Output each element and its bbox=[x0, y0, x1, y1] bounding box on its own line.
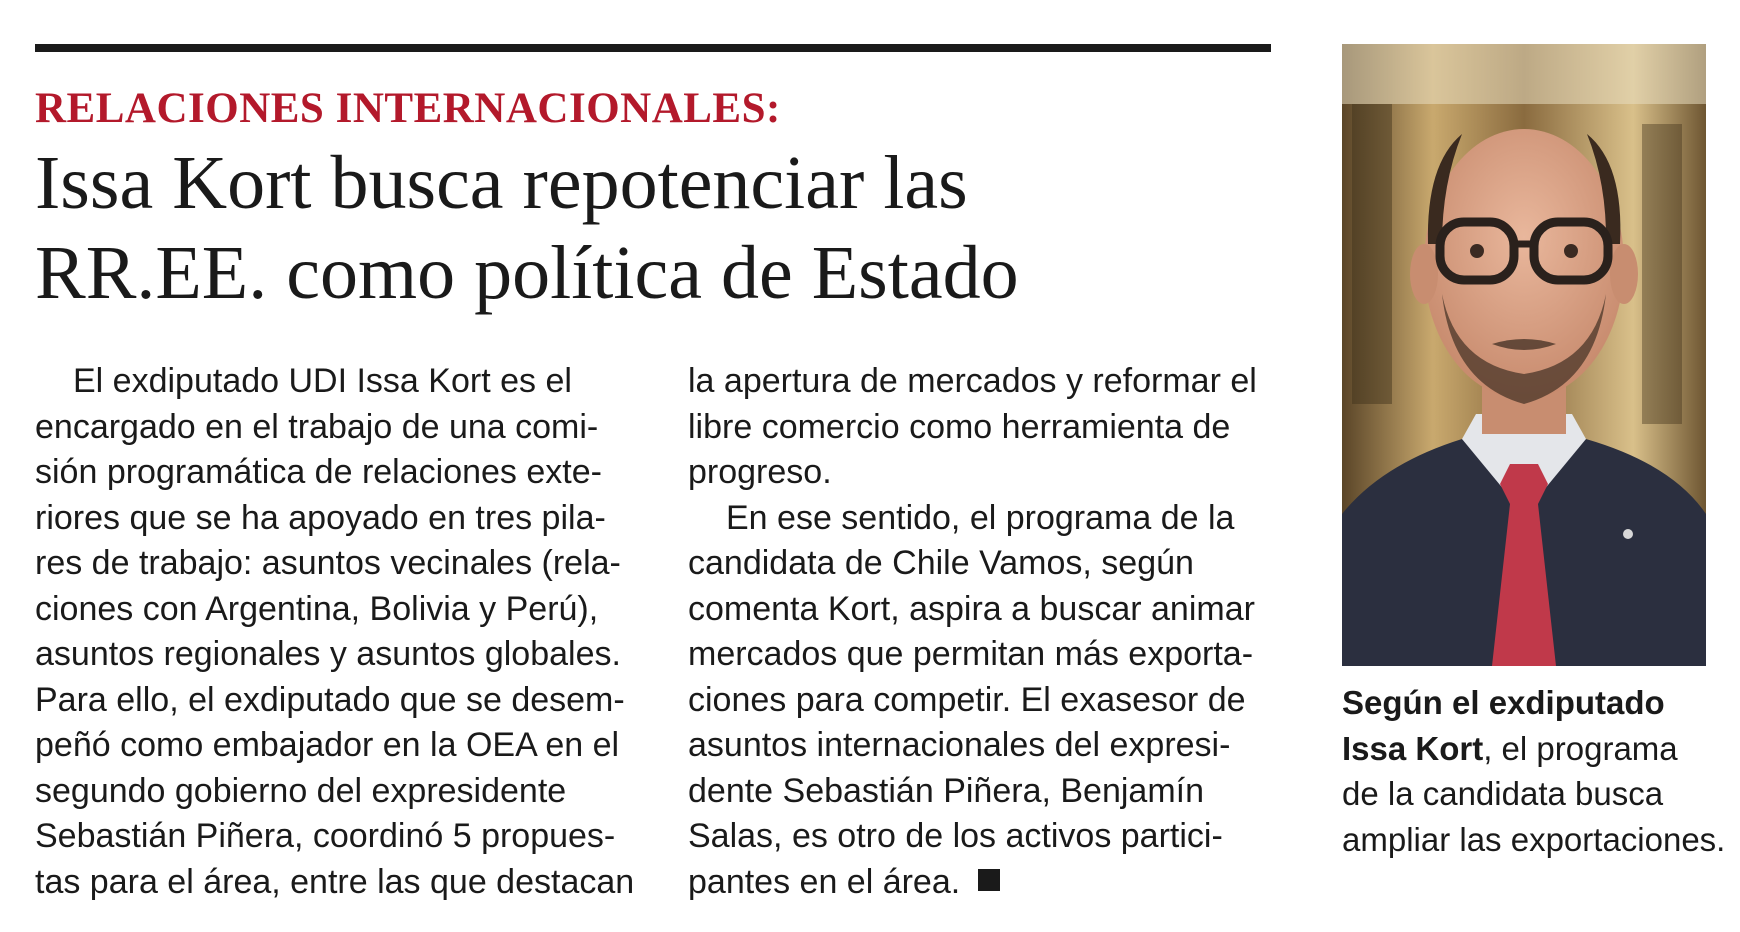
body-line: segundo gobierno del expresidente bbox=[35, 771, 567, 810]
body-line: progreso. bbox=[688, 453, 832, 491]
body-line: comenta Kort, aspira a buscar animar bbox=[688, 589, 1255, 628]
body-line: Salas, es otro de los activos partici- bbox=[688, 817, 1223, 855]
body-line: ciones con Argentina, Bolivia y Perú), bbox=[35, 589, 599, 628]
body-line: encargado en el trabajo de una comi- bbox=[35, 407, 599, 446]
portrait-illustration bbox=[1342, 44, 1706, 666]
top-rule bbox=[35, 44, 1271, 52]
caption-text: , el programa bbox=[1483, 729, 1678, 767]
headline bbox=[35, 138, 1265, 318]
caption-line: de la candidata busca bbox=[1342, 775, 1664, 812]
caption-line bbox=[1342, 680, 1722, 726]
body-line: En ese sentido, el programa de la bbox=[726, 498, 1235, 537]
body-line: asuntos internacionales del expresi- bbox=[688, 726, 1231, 764]
body-line: res de trabajo: asuntos vecinales (rela- bbox=[35, 544, 621, 582]
body-line-text: pantes en el área. bbox=[688, 862, 961, 901]
body-column-2 bbox=[688, 359, 1268, 905]
caption-line bbox=[1342, 726, 1722, 772]
body-line-last bbox=[688, 860, 1268, 906]
body-line: libre comercio como herramienta de bbox=[688, 407, 1231, 446]
body-line: tas para el área, entre las que destacan bbox=[35, 862, 635, 901]
section-kicker: RELACIONES INTERNACIONALES: bbox=[35, 85, 781, 132]
body-line: candidata de Chile Vamos, según bbox=[688, 544, 1194, 582]
body-line: riores que se ha apoyado en tres pila- bbox=[35, 498, 606, 537]
body-line: dente Sebastián Piñera, Benjamín bbox=[688, 771, 1205, 810]
caption-bold-name: Issa Kort bbox=[1342, 729, 1484, 767]
body-line: asuntos regionales y asuntos globales. bbox=[35, 635, 621, 673]
portrait-photo bbox=[1342, 44, 1706, 666]
end-of-article-mark bbox=[978, 869, 1000, 891]
body-line: sión programática de relaciones exte- bbox=[35, 453, 602, 491]
body-line: la apertura de mercados y reformar el bbox=[688, 362, 1257, 400]
body-line: mercados que permitan más exporta- bbox=[688, 635, 1254, 673]
body-line: Para ello, el exdiputado que se desem- bbox=[35, 680, 625, 719]
headline-line: Issa Kort busca repotenciar las bbox=[35, 141, 968, 225]
body-line: peñó como embajador en la OEA en el bbox=[35, 726, 620, 764]
body-line: Sebastián Piñera, coordinó 5 propues- bbox=[35, 817, 616, 855]
body-column-1 bbox=[35, 359, 635, 905]
photo-caption bbox=[1342, 680, 1726, 862]
headline-line: RR.EE. como política de Estado bbox=[35, 231, 1019, 315]
caption-bold-text: Según el exdiputado bbox=[1342, 684, 1665, 721]
body-line: El exdiputado UDI Issa Kort es el bbox=[73, 362, 572, 400]
caption-line: ampliar las exportaciones. bbox=[1342, 820, 1726, 858]
body-line: ciones para competir. El exasesor de bbox=[688, 680, 1246, 719]
